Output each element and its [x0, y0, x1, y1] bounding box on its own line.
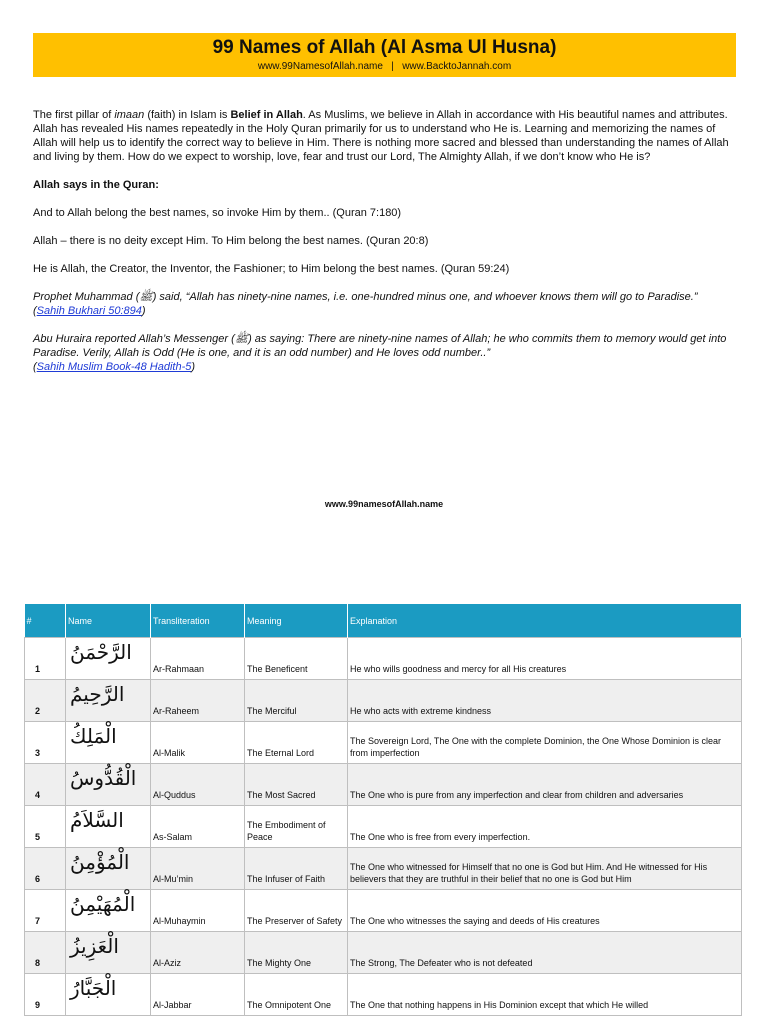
arabic-name-cell: [66, 638, 151, 680]
explanation: The One who is free from every imperfection.: [350, 832, 531, 842]
row-number: 9: [35, 1000, 41, 1010]
arabic-name-cell: [66, 974, 151, 1016]
hadith-bukhari: Prophet Muhammad (ﷺ) said, “Allah has ninety-nine names, i.e. one-hundred minus one, and whoever knows them will go to Paradise.” (Sahih Bukhari 50:894): [33, 291, 698, 317]
table-row: [25, 932, 742, 974]
meaning: The Preserver of Safety: [247, 916, 343, 926]
meaning-cell: [245, 848, 348, 890]
footer-url[interactable]: www.99namesofAllah.name: [324, 499, 444, 509]
arabic-name-cell: [66, 890, 151, 932]
table-row: [25, 680, 742, 722]
row-number-cell: [25, 890, 66, 932]
hadith-muslim: Abu Huraira reported Allah’s Messenger (ﷺ) as saying: There are ninety-nine names of Allah; he who commits them to memory would get into Paradise. Verily, Allah is Odd (He is one, and it is an odd number) and He loves odd number..” (Sahih Muslim Book-48 Hadith-5): [33, 333, 727, 373]
explanation-cell: [348, 932, 742, 974]
transliteration-cell: [151, 806, 245, 848]
arabic-name: الْمُؤْمِنُ: [70, 850, 130, 874]
meaning-cell: [245, 722, 348, 764]
row-number: 6: [35, 874, 41, 884]
row-number-cell: [25, 722, 66, 764]
explanation-cell: [348, 722, 742, 764]
transliteration-cell: [151, 974, 245, 1016]
row-number-cell: [25, 806, 66, 848]
col-name-header: Name: [66, 604, 151, 638]
explanation: The Strong, The Defeater who is not defeated: [350, 958, 533, 968]
row-number-cell: [25, 680, 66, 722]
page-title: 99 Names of Allah (Al Asma Ul Husna): [212, 37, 557, 58]
meaning: The Merciful: [247, 706, 297, 716]
col-transliteration-header: Transliteration: [151, 604, 245, 638]
row-number-cell: [25, 638, 66, 680]
arabic-name-cell: [66, 806, 151, 848]
meaning-cell: [245, 974, 348, 1016]
verse-7-180: And to Allah belong the best names, so invoke Him by them.. (Quran 7:180): [33, 207, 402, 219]
arabic-name: السَّلاَمُ: [70, 808, 124, 832]
meaning: The Beneficent: [247, 664, 308, 674]
meaning-cell: [245, 638, 348, 680]
row-number-cell: [25, 974, 66, 1016]
transliteration-cell: [151, 638, 245, 680]
meaning: The Eternal Lord: [247, 748, 315, 758]
table-row: [25, 848, 742, 890]
row-number: 2: [35, 706, 41, 716]
table-row: [25, 890, 742, 932]
arabic-name-cell: [66, 764, 151, 806]
transliteration-cell: [151, 722, 245, 764]
explanation: The One that nothing happens in His Dominion except that which He willed: [350, 1000, 649, 1010]
meaning-cell: [245, 764, 348, 806]
table-row: [25, 974, 742, 1016]
arabic-name-cell: [66, 848, 151, 890]
explanation-cell: [348, 890, 742, 932]
meaning-cell: [245, 680, 348, 722]
col-meaning-header: Meaning: [245, 604, 348, 638]
explanation: He who wills goodness and mercy for all His creatures: [350, 664, 567, 674]
explanation-cell: [348, 680, 742, 722]
transliteration-cell: [151, 848, 245, 890]
transliteration: Al-Quddus: [153, 790, 196, 800]
meaning: The Mighty One: [247, 958, 312, 968]
row-number: 3: [35, 748, 41, 758]
explanation-cell: [348, 974, 742, 1016]
explanation: The One who witnesses the saying and deeds of His creatures: [350, 916, 600, 926]
transliteration-cell: [151, 932, 245, 974]
transliteration: Al-Malik: [153, 748, 186, 758]
link-separator: |: [391, 61, 394, 72]
transliteration: Al-Mu’min: [153, 874, 194, 884]
explanation: The One who witnessed for Himself that no one is God but Him. And He witnessed for His believers that they are truthful in their belief that no one is God but Him: [350, 862, 708, 884]
transliteration-cell: [151, 764, 245, 806]
explanation-cell: [348, 638, 742, 680]
row-number-cell: [25, 932, 66, 974]
meaning-cell: [245, 806, 348, 848]
col-number-header: #: [25, 604, 66, 638]
row-number: 5: [35, 832, 41, 842]
meaning-cell: [245, 890, 348, 932]
header-banner: [33, 33, 736, 77]
transliteration: Al-Aziz: [153, 958, 182, 968]
transliteration-cell: [151, 890, 245, 932]
table-row: [25, 722, 742, 764]
arabic-name: الْعَزِيزُ: [70, 934, 119, 958]
arabic-name-cell: [66, 680, 151, 722]
meaning-cell: [245, 932, 348, 974]
row-number: 4: [35, 790, 41, 800]
muslim-reference-link[interactable]: Sahih Muslim Book-48 Hadith-5: [36, 361, 192, 373]
arabic-name: الْمَلِكُ: [70, 724, 117, 748]
arabic-name: الْقُدُّوسُ: [70, 766, 137, 790]
transliteration: Ar-Rahmaan: [153, 664, 205, 674]
table-row: [25, 764, 742, 806]
col-explanation-header: Explanation: [348, 604, 742, 638]
table-header-row: [25, 604, 742, 638]
arabic-name-cell: [66, 932, 151, 974]
explanation-cell: [348, 848, 742, 890]
meaning: The Infuser of Faith: [247, 874, 326, 884]
transliteration: Ar-Raheem: [153, 706, 200, 716]
row-number: 8: [35, 958, 41, 968]
explanation-cell: [348, 806, 742, 848]
transliteration: Al-Jabbar: [153, 1000, 192, 1010]
explanation-cell: [348, 764, 742, 806]
meaning: The Most Sacred: [247, 790, 316, 800]
header-links: [33, 60, 736, 74]
arabic-name: الرَّحِيمُ: [70, 682, 125, 706]
explanation: The Sovereign Lord, The One with the complete Dominion, the One Whose Dominion is clear from imperfection: [350, 736, 722, 758]
arabic-name-cell: [66, 722, 151, 764]
table-row: [25, 806, 742, 848]
arabic-name: الْجَبَّارُ: [70, 976, 117, 1000]
intro-paragraph: The first pillar of imaan (faith) in Islam is Belief in Allah. As Muslims, we believe in Allah in accordance with His beautiful names and attributes. Allah has revealed His names repeatedly in the Holy Quran primarily for us to understand who He is. Learning and memorizing the names of Allah will help us to identify the correct way to believe in Him. There is nothing more sacred and blessed than understanding the names of Allah and living by them. How do we expect to worship, love, fear and trust our Lord, The Almighty Allah, if we don’t know who He is?: [33, 109, 729, 163]
quran-heading: Allah says in the Quran:: [33, 179, 159, 191]
verse-59-24: He is Allah, the Creator, the Inventor, the Fashioner; to Him belong the best names. (Quran 59:24): [33, 263, 510, 275]
meaning: The Omnipotent One: [247, 1000, 332, 1010]
explanation: The One who is pure from any imperfection and clear from children and adversaries: [350, 790, 684, 800]
explanation: He who acts with extreme kindness: [350, 706, 492, 716]
verse-20-8: Allah – there is no deity except Him. To Him belong the best names. (Quran 20:8): [33, 235, 429, 247]
names-table: [24, 604, 742, 1016]
intro-section: [33, 108, 738, 388]
arabic-name: الرَّحْمَنُ: [70, 640, 132, 664]
bukhari-reference-link[interactable]: Sahih Bukhari 50:894: [36, 305, 142, 317]
transliteration-cell: [151, 680, 245, 722]
arabic-name: الْمُهَيْمِنُ: [70, 892, 136, 916]
row-number-cell: [25, 848, 66, 890]
row-number-cell: [25, 764, 66, 806]
meaning: The Embodiment of Peace: [247, 820, 326, 842]
transliteration: As-Salam: [153, 832, 193, 842]
site-link-backtojannah[interactable]: www.BacktoJannah.com: [402, 61, 512, 72]
transliteration: Al-Muhaymin: [153, 916, 206, 926]
row-number: 1: [35, 664, 41, 674]
row-number: 7: [35, 916, 41, 926]
table-row: [25, 638, 742, 680]
site-link-99names[interactable]: www.99NamesofAllah.name: [257, 61, 383, 72]
